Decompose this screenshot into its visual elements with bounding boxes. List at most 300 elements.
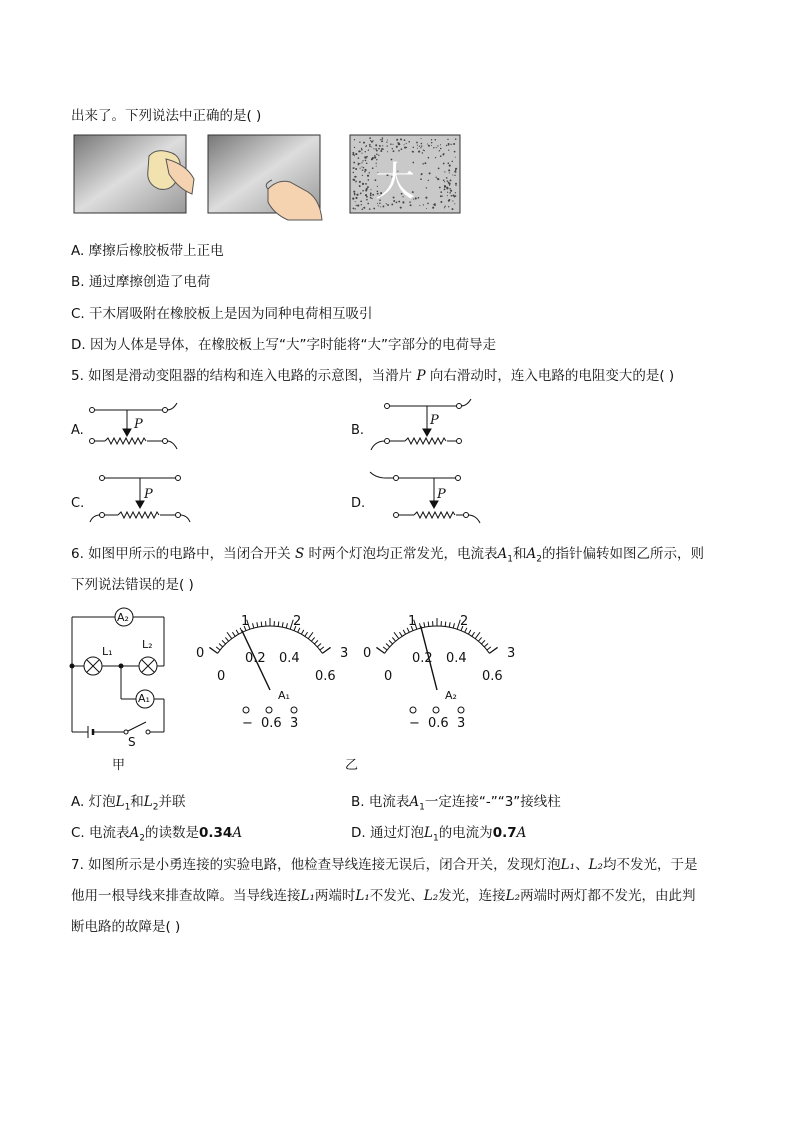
sawdust-dot (455, 138, 457, 140)
rheostat-diagram-c (88, 470, 198, 530)
sawdust-dot (363, 167, 364, 168)
sawdust-dot (370, 189, 371, 190)
sawdust-dot (362, 175, 363, 176)
sawdust-dot (426, 187, 427, 188)
sawdust-dot (417, 148, 418, 149)
sawdust-dot (369, 172, 370, 173)
m2-bot-02: 0.2 (412, 651, 433, 666)
sawdust-dot (449, 192, 450, 193)
sawdust-dot (449, 165, 451, 167)
sawdust-dot (366, 162, 368, 164)
sawdust-dot (365, 157, 367, 159)
sawdust-dot (354, 193, 356, 195)
sawdust-dot (440, 195, 442, 197)
sawdust-dot (455, 195, 456, 196)
sawdust-dot (434, 204, 436, 206)
sawdust-dot (354, 155, 355, 156)
slider-p-a: P (134, 417, 143, 432)
sawdust-dot (447, 139, 448, 140)
sawdust-dot (400, 138, 402, 140)
slider-p-d: P (437, 487, 446, 502)
m2-top-3: 3 (507, 646, 516, 661)
m1-term-3: 3 (290, 716, 299, 731)
q7-line2: 他用一根导线来排查故障。当导线连接L₁两端时L₁不发光、L₂发光，连接L₂两端时两灯都不发光，由此判 (71, 888, 696, 904)
dial-tick (305, 632, 308, 636)
sawdust-dot (446, 177, 448, 179)
sawdust-dot (359, 185, 361, 187)
m2-name: A₂ (445, 689, 457, 702)
sawdust-dot (361, 149, 363, 151)
sawdust-dot (428, 157, 430, 159)
sawdust-dot (423, 149, 424, 150)
lamp-l1-label: L₁ (102, 645, 113, 658)
m2-bot-0: 0 (384, 669, 393, 684)
sawdust-dot (428, 180, 429, 181)
sawdust-dot (370, 197, 372, 199)
sawdust-dot (450, 144, 451, 145)
caption-yi: 乙 (345, 758, 359, 773)
sawdust-dot (370, 194, 372, 196)
sawdust-dot (367, 203, 369, 205)
sawdust-dot (448, 143, 450, 145)
sawdust-dot (454, 151, 456, 153)
sawdust-dot (382, 145, 383, 146)
sawdust-dot (455, 192, 456, 193)
m1-term-06: 0.6 (261, 716, 282, 731)
m1-bot-0: 0 (217, 669, 226, 684)
sawdust-dot (359, 163, 360, 164)
image-char: 大 (375, 159, 415, 205)
dial-tick (449, 622, 450, 627)
dial-tick (261, 622, 262, 627)
sawdust-dot (381, 140, 383, 142)
sawdust-dot (454, 171, 456, 173)
q6-stem-line1: 6. 如图甲所示的电路中，当闭合开关 S 时两个灯泡均正常发光，电流表$A_1$和$A_2$的指针偏转如图乙所示，则 (71, 546, 704, 565)
dial-tick (257, 622, 258, 627)
m2-top-0: 0 (363, 646, 372, 661)
caption-jia: 甲 (112, 758, 126, 773)
sawdust-dot (404, 144, 405, 145)
sawdust-dot (387, 145, 388, 146)
dial-tick (487, 647, 491, 650)
sawdust-dot (453, 143, 455, 145)
dial-tick (282, 622, 283, 627)
sawdust-dot (366, 156, 368, 158)
sawdust-dot (368, 149, 369, 150)
sawdust-dot (379, 145, 381, 147)
sawdust-dot (455, 168, 457, 170)
sawdust-dot (353, 208, 355, 210)
sawdust-dot (369, 208, 371, 210)
slider-p-b: P (430, 413, 439, 428)
dial-tick (484, 644, 488, 647)
q4-option-d: D. 因为人体是导体，在橡胶板上写“大”字时能将“大”字部分的电荷导走 (71, 337, 496, 353)
dial-tick (222, 640, 225, 644)
sawdust-dot (427, 143, 428, 144)
sawdust-dot (452, 174, 453, 175)
sawdust-dot (438, 168, 440, 170)
sawdust-dot (449, 188, 451, 190)
rubber-board-rubbing-image (74, 134, 196, 214)
q6-option-b: B. 电流表$A_1$一定连接“-”“3”接线柱 (351, 794, 561, 813)
sawdust-dot (435, 139, 437, 141)
sawdust-dot (365, 151, 366, 152)
sawdust-dot (366, 145, 367, 146)
sawdust-dot (366, 199, 368, 201)
q5-label-d: D. (351, 496, 366, 511)
sawdust-dot (382, 137, 384, 139)
sawdust-dot (357, 205, 359, 207)
sawdust-dot (448, 169, 450, 171)
switch-s-label: S (128, 735, 136, 749)
q5-label-c: C. (71, 496, 85, 511)
sawdust-dot (431, 142, 432, 143)
dial-end (210, 647, 218, 653)
sawdust-dot (355, 176, 356, 177)
sawdust-dot (361, 153, 362, 154)
sawdust-dot (446, 188, 448, 190)
sawdust-dot (421, 145, 422, 146)
sawdust-dot (447, 162, 449, 164)
m2-top-1: 1 (408, 614, 417, 629)
sawdust-dot (361, 162, 362, 163)
sawdust-dot (381, 139, 382, 140)
sawdust-dot (450, 190, 452, 192)
sawdust-dot (429, 172, 431, 174)
q6-option-c: C. 电流表$A_2$的读数是0.34A (71, 825, 243, 844)
circuit-diagram-jia (66, 604, 176, 744)
sawdust-dot (454, 203, 455, 204)
dial-tick (445, 622, 446, 627)
dial-tick (219, 644, 223, 647)
sawdust-dot (355, 208, 356, 209)
m2-bot-04: 0.4 (446, 651, 467, 666)
sawdust-dot (358, 164, 360, 166)
sawdust-dot (358, 163, 359, 164)
sawdust-dot (440, 201, 442, 203)
sawdust-dot (359, 181, 361, 183)
sawdust-dot (363, 142, 365, 144)
sawdust-dot (359, 141, 360, 142)
sawdust-dot (440, 191, 442, 193)
sawdust-dot (420, 178, 422, 180)
sawdust-dot (369, 137, 371, 139)
sawdust-dot (354, 147, 355, 148)
dial-tick (389, 640, 392, 644)
sawdust-dot (353, 168, 354, 169)
sawdust-dot (392, 144, 393, 145)
sawdust-dot (449, 185, 450, 186)
sawdust-dot (427, 203, 429, 205)
dial-tick (428, 622, 429, 627)
sawdust-dot (440, 144, 441, 145)
sawdust-dot (421, 174, 422, 175)
sawdust-dot (422, 163, 423, 164)
sawdust-dot (361, 148, 362, 149)
sawdust-dot (372, 167, 374, 169)
sawdust-dot (361, 204, 362, 205)
sawdust-dot (444, 207, 445, 208)
sawdust-dot (364, 169, 365, 170)
dial-arc (218, 626, 323, 653)
sawdust-dot (353, 179, 354, 180)
sawdust-dot (356, 194, 358, 196)
dial-tick (392, 637, 395, 641)
sawdust-dot (421, 143, 423, 145)
sawdust-dot (436, 147, 437, 148)
sawdust-dot (363, 207, 365, 209)
sawdust-dot (451, 195, 453, 197)
dial-end (322, 647, 330, 653)
dial-tick (311, 637, 314, 641)
dial-tick (481, 640, 484, 644)
sawdust-dot (421, 138, 422, 139)
sawdust-dot (365, 160, 367, 162)
sawdust-dot (380, 139, 381, 140)
sawdust-dot (419, 146, 420, 147)
sawdust-dot (367, 186, 369, 188)
sawdust-dot (355, 168, 357, 170)
m2-bot-06: 0.6 (482, 669, 503, 684)
sawdust-dot (364, 171, 366, 173)
sawdust-dot (352, 153, 354, 155)
sawdust-dot (387, 139, 388, 140)
sawdust-dot (450, 179, 452, 181)
sawdust-dot (396, 139, 398, 141)
sawdust-dot (361, 166, 362, 167)
m1-bot-02: 0.2 (245, 651, 266, 666)
sawdust-dot (371, 146, 372, 147)
sawdust-dot (444, 189, 446, 191)
sawdust-dot (373, 208, 375, 210)
sawdust-dot (444, 171, 445, 172)
sawdust-dot (408, 141, 410, 143)
sawdust-dot (353, 191, 355, 193)
sawdust-dot (360, 168, 361, 169)
sawdust-dot (436, 177, 437, 178)
sawdust-dot (360, 193, 362, 195)
sawdust-dot (439, 150, 440, 151)
sawdust-dot (358, 150, 360, 152)
sawdust-dot (424, 162, 426, 164)
sawdust-dot (396, 146, 398, 148)
q6-option-a: A. 灯泡$L_1$和$L_2$并联 (71, 794, 186, 813)
sawdust-dot (375, 144, 377, 146)
rubber-board-writing-image (208, 134, 324, 224)
dial-tick (453, 623, 454, 628)
sawdust-dot (455, 185, 456, 186)
dial-tick (314, 640, 317, 644)
m1-bot-04: 0.4 (279, 651, 300, 666)
m1-top-1: 1 (241, 614, 250, 629)
sawdust-dot (423, 204, 424, 205)
sawdust-dot (367, 175, 369, 177)
rheostat-diagram-b (365, 398, 485, 458)
sawdust-dot (369, 146, 371, 148)
sawdust-dot (416, 142, 418, 144)
dial-tick (478, 637, 481, 641)
sawdust-dot (443, 180, 445, 182)
sawdust-dot (449, 183, 451, 185)
sawdust-dot (448, 149, 449, 150)
sawdust-dot (356, 205, 357, 206)
q5-label-a: A. (71, 423, 84, 438)
m1-top-2: 2 (293, 614, 302, 629)
dial-tick (236, 630, 238, 634)
sawdust-dot (353, 197, 354, 198)
sawdust-dot (355, 201, 356, 202)
dial-tick (468, 630, 470, 634)
sawdust-dot (446, 145, 447, 146)
sawdust-dot (418, 197, 420, 199)
sawdust-dot (370, 140, 371, 141)
sawdust-dot (437, 178, 438, 179)
q7-line1: 7. 如图所示是小勇连接的实验电路，他检查导线连接无误后，闭合开关，发现灯泡L₁、L₂均不发光，于是 (71, 857, 698, 873)
q4-option-c: C. 干木屑吸附在橡胶板上是因为同种电荷相互吸引 (71, 306, 373, 322)
sawdust-dot (352, 152, 354, 154)
sawdust-dot (362, 183, 364, 185)
sawdust-dot (440, 148, 442, 150)
sawdust-dot (404, 139, 406, 141)
sawdust-dot (390, 143, 392, 145)
sawdust-dot (367, 179, 369, 181)
sawdust-dot (447, 195, 448, 196)
rheostat-diagram-d (368, 470, 488, 530)
dial-tick (317, 644, 321, 647)
sawdust-dot (447, 192, 448, 193)
sawdust-dot (355, 153, 357, 155)
dial-end (377, 647, 385, 653)
sawdust-dot (419, 205, 420, 206)
ammeter-a1-label: A₁ (138, 692, 150, 705)
sawdust-dot (362, 209, 364, 211)
sawdust-dot (448, 200, 450, 202)
q5-stem: 5. 如图是滑动变阻器的结构和连入电路的示意图，当滑片 P 向右滑动时，连入电路的电阻变大的是( ) (71, 368, 675, 384)
sawdust-dot (371, 198, 372, 199)
dial-tick (301, 630, 303, 634)
m2-term-neg: − (409, 716, 420, 731)
sawdust-dot (363, 190, 364, 191)
dial-tick (225, 637, 228, 641)
sawdust-dot (413, 147, 414, 148)
sawdust-dot (431, 139, 432, 140)
sawdust-dot (444, 181, 445, 182)
m2-term-06: 0.6 (428, 716, 449, 731)
sawdust-dot (431, 145, 432, 146)
sawdust-dot (424, 150, 425, 151)
sawdust-dot (360, 201, 361, 202)
sawdust-dot (420, 147, 421, 148)
dial-tick (399, 632, 402, 636)
dial-tick (472, 632, 475, 636)
sawdust-dot (386, 141, 387, 142)
dial-tick (383, 647, 387, 650)
sawdust-dot (437, 145, 438, 146)
sawdust-dot (422, 152, 423, 153)
q6-option-d: D. 通过灯泡$L_1$的电流为0.7A (351, 825, 527, 844)
sawdust-dot (362, 160, 363, 161)
q5-label-b: B. (351, 423, 365, 438)
m1-top-3: 3 (340, 646, 349, 661)
sawdust-dot (452, 200, 453, 201)
sawdust-dot (397, 142, 398, 143)
dial-tick (320, 647, 324, 650)
dial-arc (385, 626, 490, 653)
dial-tick (216, 647, 220, 650)
sawdust-dot (418, 151, 420, 153)
sawdust-dot (365, 194, 367, 196)
sawdust-dot (373, 140, 374, 141)
sawdust-dot (355, 197, 357, 199)
sawdust-dot (358, 157, 360, 159)
dial-tick (232, 632, 235, 636)
ammeter-a2-label: A₂ (117, 611, 129, 624)
sawdust-dot (444, 206, 445, 207)
sawdust-dot (417, 145, 418, 146)
sawdust-dot (448, 206, 449, 207)
sawdust-dot (369, 144, 371, 146)
sawdust-dot (452, 161, 454, 163)
sawdust-dot (433, 147, 434, 148)
sawdust-dot (455, 157, 456, 158)
sawdust-dot (371, 141, 373, 143)
sawdust-dot (398, 143, 400, 145)
sawdust-dot (366, 196, 368, 198)
sawdust-dot (425, 197, 427, 199)
sawdust-dot (354, 139, 355, 140)
m2-top-2: 2 (460, 614, 469, 629)
dial-tick (475, 632, 480, 638)
sawdust-dot (452, 194, 454, 196)
dial-tick (286, 623, 287, 628)
dial-tick (278, 622, 279, 627)
sawdust-dot (426, 208, 427, 209)
lamp-l2-label: L₂ (142, 638, 153, 651)
q4-option-a: A. 摩擦后橡胶板带上正电 (71, 243, 224, 259)
sawdust-dot (435, 157, 436, 158)
sawdust-dot (454, 175, 455, 176)
dial-tick (394, 632, 399, 638)
dial-tick (403, 630, 405, 634)
m1-bot-06: 0.6 (315, 669, 336, 684)
dial-tick (424, 622, 425, 627)
sawdust-dot (447, 180, 448, 181)
sawdust-dot (439, 187, 441, 189)
sawdust-dot (432, 207, 434, 209)
dial-tick (308, 632, 313, 638)
dial-tick (253, 623, 254, 628)
slider-p-c: P (144, 487, 153, 502)
sawdust-dot (406, 147, 407, 148)
sawdust-dot (440, 155, 442, 157)
q4-option-b: B. 通过摩擦创造了电荷 (71, 274, 211, 290)
sawdust-dot (443, 153, 444, 154)
sawdust-dot (372, 157, 374, 159)
m1-top-0: 0 (196, 646, 205, 661)
sawdust-dot (355, 181, 356, 182)
dial-tick (386, 644, 390, 647)
sawdust-dot (372, 194, 374, 196)
sawdust-dot (353, 162, 355, 164)
q4-stem: 出来了。下列说法中正确的是( ) (71, 108, 262, 124)
sawdust-dot (428, 145, 430, 147)
m2-term-3: 3 (457, 716, 466, 731)
sawdust-dot (365, 183, 367, 185)
q6-stem-line2: 下列说法错误的是( ) (71, 577, 194, 593)
sawdust-dot (366, 188, 368, 190)
sawdust-dot (442, 196, 443, 197)
m1-name: A₁ (278, 689, 290, 702)
